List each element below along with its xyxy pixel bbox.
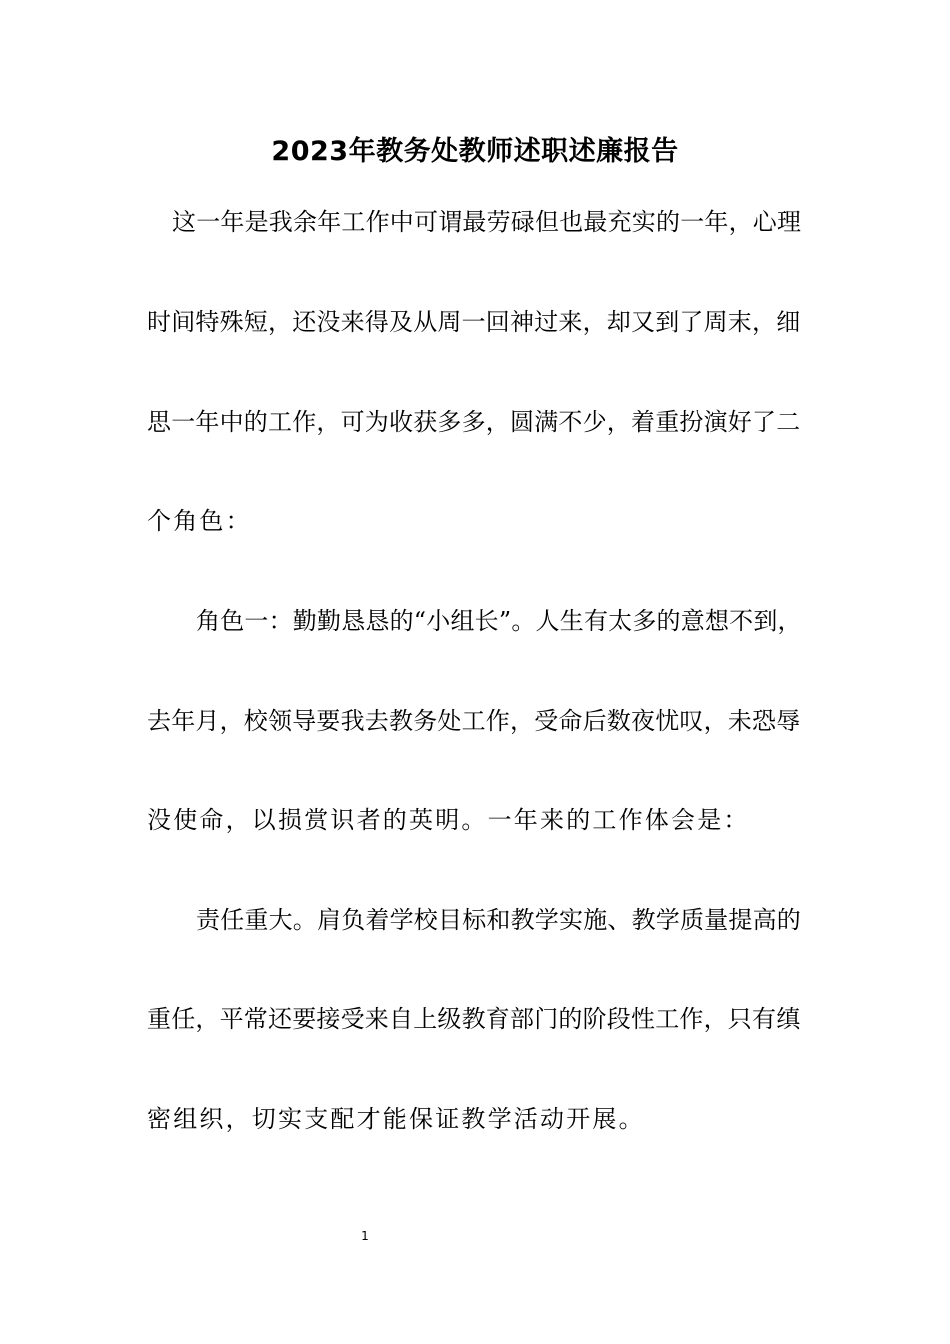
paragraph-3-line-3: 密组织，切实支配才能保证教学活动开展。 — [147, 1105, 645, 1133]
paragraph-3-line-2: 重任，平常还要接受来自上级教育部门的阶段性工作，只有缜 — [147, 1005, 801, 1033]
paragraph-2-line-1: 角色一：勤勤恳恳的“小组长”。人生有太多的意想不到， — [196, 607, 802, 635]
paragraph-2-line-3: 没使命，以损赏识者的英明。一年来的工作体会是： — [147, 806, 750, 834]
paragraph-1-line-1: 这一年是我余年工作中可谓最劳碌但也最充实的一年，心理 — [172, 208, 802, 236]
page-number: 1 — [361, 1229, 369, 1243]
paragraph-1-line-4: 个角色： — [147, 507, 252, 535]
paragraph-1-line-3: 思一年中的工作，可为收获多多，圆满不少，着重扮演好了二 — [147, 408, 801, 436]
paragraph-1-line-2: 时间特殊短，还没来得及从周一回神过来，却又到了周末，细 — [147, 308, 801, 336]
document-title: 2023年教务处教师述职述廉报告 — [271, 136, 679, 167]
paragraph-2-line-2: 去年月，校领导要我去教务处工作，受命后数夜忧叹，未恐辱 — [147, 707, 801, 735]
paragraph-3-line-1: 责任重大。肩负着学校目标和教学实施、教学质量提高的 — [196, 906, 801, 934]
